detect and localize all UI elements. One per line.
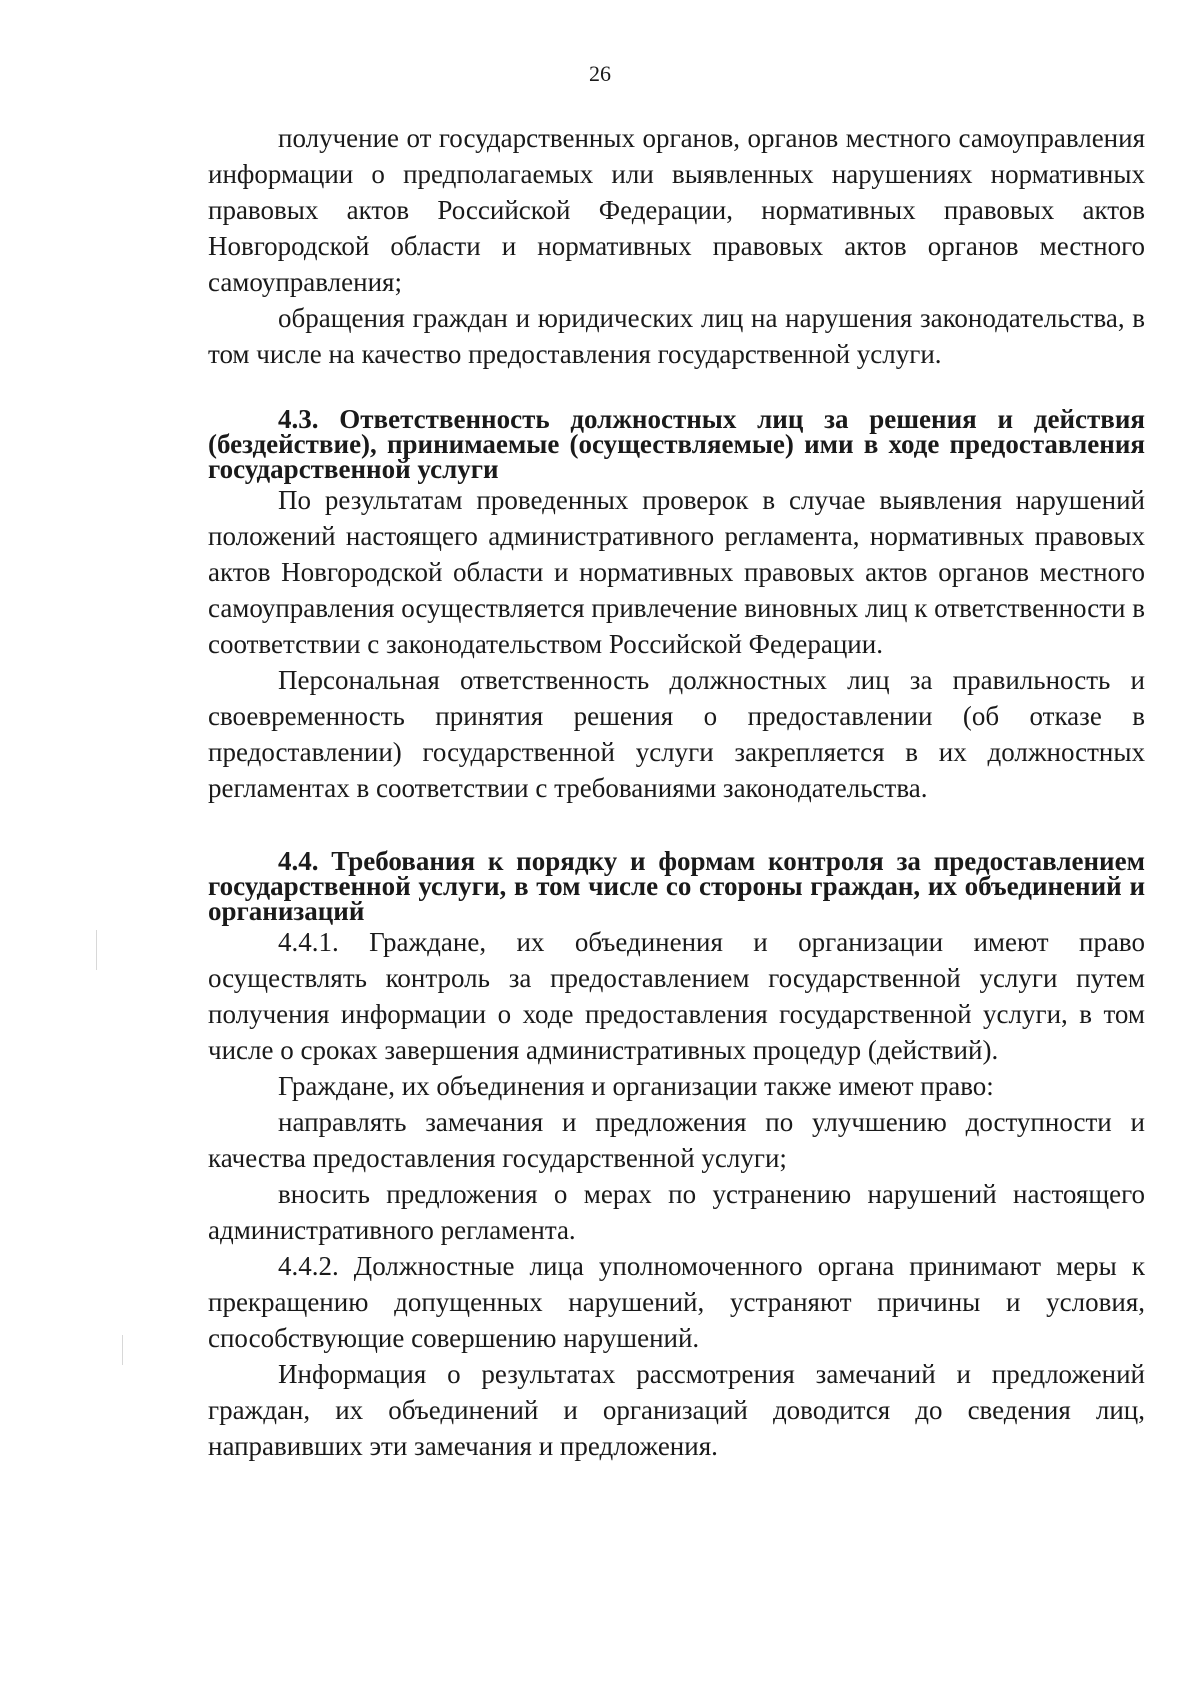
paragraph-send-remarks: направлять замечания и предложения по улучшению доступности и качества предоставления государственной услуги;: [208, 1107, 1145, 1173]
section-heading-4-4: 4.4. Требования к порядку и формам контроля за предоставлением государственной услуги, в том числе со стороны граждан, их объединений и организаций: [208, 846, 1145, 926]
page-number: 26: [589, 61, 611, 86]
paragraph-4-4-2: 4.4.2. Должностные лица уполномоченного органа принимают меры к прекращению допущенных нарушений, устраняют причины и условия, способствующие совершению нарушений.: [208, 1251, 1145, 1353]
paragraph-4-4-1: 4.4.1. Граждане, их объединения и организации имеют право осуществлять контроль за предоставлением государственной услуги путем получения информации о ходе предоставления государственной услуги, в том числе о сроках завершения административных процедур (действий).: [208, 927, 1145, 1065]
section-heading-4-3: 4.3. Ответственность должностных лиц за решения и действия (бездействие), принимаемые (осуществляемые) ими в ходе предоставления государственной услуги: [208, 404, 1145, 484]
scan-artifact-mark: [96, 930, 97, 970]
document-body: [208, 120, 1145, 1464]
paragraph-inspection-results: По результатам проведенных проверок в случае выявления нарушений положений настоящего административного регламента, нормативных правовых актов Новгородской области и нормативных правовых актов органов местного самоуправления осуществляется привлечение виновных лиц к ответственности в соответствии с законодательством Российской Федерации.: [208, 485, 1145, 659]
paragraph-citizen-appeals: обращения граждан и юридических лиц на нарушения законодательства, в том числе на качество предоставления государственной услуги.: [208, 303, 1145, 369]
paragraph-personal-responsibility: Персональная ответственность должностных лиц за правильность и своевременность принятия решения о предоставлении (об отказе в предоставлении) государственной услуги закрепляется в их должностных регламентах в соответствии с требованиями законодательства.: [208, 665, 1145, 803]
scan-artifact-mark: [122, 1335, 123, 1365]
paragraph-citizen-rights: Граждане, их объединения и организации также имеют право:: [278, 1071, 994, 1101]
paragraph-review-results: Информация о результатах рассмотрения замечаний и предложений граждан, их объединений и организаций доводится до сведения лиц, направивших эти замечания и предложения.: [208, 1359, 1145, 1461]
paragraph-violation-info: получение от государственных органов, органов местного самоуправления информации о предполагаемых или выявленных нарушениях нормативных правовых актов Российской Федерации, нормативных правовых актов Новгородской области и нормативных правовых актов органов местного самоуправления;: [208, 123, 1145, 297]
paragraph-make-proposals: вносить предложения о мерах по устранению нарушений настоящего административного регламента.: [208, 1179, 1145, 1245]
